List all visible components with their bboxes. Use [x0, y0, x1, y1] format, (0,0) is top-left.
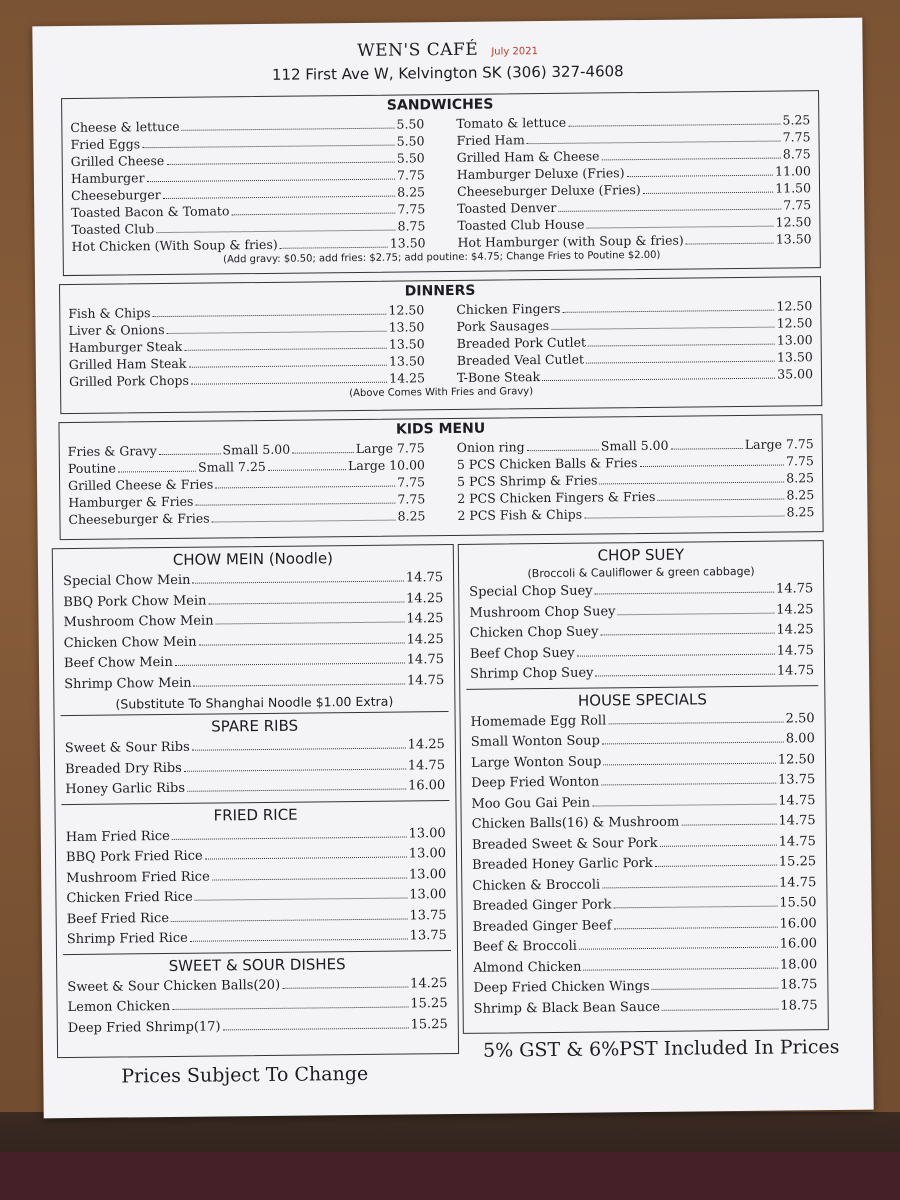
- menu-item-name: Grilled Pork Chops: [68, 372, 189, 390]
- menu-item-name: Special Chow Mein: [63, 572, 191, 590]
- menu-item-name: Shrimp Chop Suey: [470, 665, 594, 682]
- dot-leader: [163, 196, 396, 199]
- menu-item-price: 13.00: [408, 846, 447, 862]
- menu-item-name: Special Chop Suey: [469, 583, 593, 600]
- menu-item-price: 15.25: [410, 1016, 448, 1032]
- menu-item-name: Toasted Denver: [457, 199, 557, 216]
- menu-item-name: Breaded Honey Garlic Pork: [472, 855, 653, 873]
- menu-item-price: 14.75: [406, 652, 445, 668]
- menu-item-price: 5.50: [396, 116, 425, 132]
- menu-item-price: 13.00: [408, 825, 446, 841]
- menu-item-name: 2 PCS Chicken Fingers & Fries: [457, 488, 656, 506]
- menu-item-name: Fish & Chips: [68, 305, 151, 322]
- dot-leader: [195, 897, 407, 900]
- floor-background: [0, 1112, 900, 1200]
- menu-item-price: 7.75: [397, 474, 426, 490]
- dot-leader: [195, 503, 395, 506]
- menu-item-name: Toasted Club: [71, 221, 155, 237]
- chop-suey-title: CHOP SUEY: [597, 545, 685, 565]
- menu-item-price: 14.75: [406, 672, 445, 688]
- dot-leader: [579, 947, 778, 950]
- menu-item-name: Chicken & Broccoli: [472, 876, 601, 894]
- dot-leader: [188, 365, 387, 368]
- menu-item-name: Almond Chicken: [473, 959, 582, 976]
- menu-item-price: 14.25: [776, 601, 814, 618]
- menu-item: [474, 996, 818, 1020]
- menu-item-name: Beef & Broccoli: [472, 938, 577, 955]
- kids-menu-title: KIDS MENU: [395, 420, 486, 438]
- dot-leader: [208, 601, 404, 604]
- menu-item-name: Grilled Ham & Cheese: [456, 148, 600, 165]
- menu-item-name: Cheeseburger Deluxe (Fries): [456, 182, 641, 199]
- dinners-right-column: [456, 297, 813, 386]
- dot-leader: [153, 314, 387, 317]
- menu-item-price: 2.50: [785, 710, 815, 727]
- dot-leader: [652, 988, 778, 990]
- menu-item-price: 13.75: [409, 907, 447, 923]
- menu-item-price: 14.25: [407, 737, 445, 753]
- dot-leader: [184, 768, 406, 771]
- menu-item-price: 5.50: [396, 133, 425, 149]
- menu-item-price: 14.25: [389, 370, 426, 386]
- dot-leader: [614, 906, 778, 909]
- dot-leader: [657, 499, 784, 501]
- menu-item-name: Tomato & lettuce: [456, 114, 567, 131]
- menu-item-price: 35.00: [777, 366, 814, 382]
- left-panel: [52, 544, 459, 1058]
- menu-item-name: Breaded Veal Cutlet: [456, 351, 585, 368]
- menu-item-price: 14.75: [778, 833, 816, 850]
- menu-item-name: Beef Chop Suey: [469, 645, 575, 662]
- menu-item-name: Large Wonton Soup: [470, 753, 602, 771]
- fried-rice-title: FRIED RICE: [213, 805, 298, 825]
- menu-item-price: 15.25: [410, 996, 448, 1012]
- dot-leader: [602, 885, 777, 888]
- menu-item-price: 18.75: [780, 977, 818, 993]
- dot-leader: [223, 1027, 409, 1030]
- menu-item-name: Fried Eggs: [70, 136, 141, 152]
- dinners-section: [59, 276, 822, 414]
- dot-leader: [583, 967, 778, 970]
- dot-leader: [192, 581, 403, 584]
- menu-item-price: 8.25: [397, 184, 426, 200]
- menu-item-name: Breaded Ginger Pork: [472, 897, 612, 914]
- menu-item-price: 12.50: [775, 214, 812, 230]
- menu-item-price: 14.75: [405, 570, 444, 586]
- menu-item-name: Chicken Chow Mein: [63, 634, 197, 651]
- sweet-sour-title: SWEET & SOUR DISHES: [168, 954, 346, 975]
- dot-leader: [586, 361, 775, 364]
- dot-leader: [187, 789, 406, 792]
- menu-item-price: 7.75: [785, 453, 814, 469]
- dot-leader: [643, 192, 774, 194]
- menu-item-price: 15.25: [778, 854, 817, 870]
- menu-item-price: 7.75: [396, 167, 425, 183]
- menu-item-name: Hot Hamburger (with Soup & fries): [457, 232, 684, 250]
- menu-item-price: 13.50: [776, 349, 813, 365]
- menu-paper: [32, 18, 873, 1119]
- menu-item-price: 13.50: [388, 319, 425, 335]
- chop-suey-list: [459, 579, 824, 685]
- menu-item-name: Deep Fried Wonton: [471, 774, 600, 791]
- date-note: July 2021: [491, 46, 538, 58]
- menu-item-name: Homemade Egg Roll: [470, 712, 607, 730]
- dinners-note: (Above Comes With Fries and Gravy): [349, 386, 534, 400]
- dot-leader: [212, 877, 407, 880]
- menu-item-price: 13.75: [777, 772, 816, 788]
- menu-item-price: 11.00: [774, 163, 811, 179]
- dot-leader: [184, 348, 387, 351]
- dot-leader: [586, 226, 773, 229]
- menu-item-price: 13.00: [776, 332, 813, 348]
- dot-leader: [527, 141, 781, 145]
- dot-leader: [608, 721, 783, 724]
- menu-item-name: Deep Fried Chicken Wings: [473, 978, 650, 996]
- dot-leader: [595, 592, 774, 595]
- menu-item-price: 16.00: [779, 936, 818, 952]
- menu-item-name: Hot Chicken (With Soup & fries): [71, 236, 278, 254]
- dot-leader: [600, 482, 785, 485]
- menu-item-name: Poutine: [67, 460, 116, 477]
- menu-item-name: Mushroom Fried Rice: [66, 869, 210, 886]
- dot-leader: [191, 382, 387, 385]
- menu-item-name: Small Wonton Soup: [470, 733, 600, 750]
- chow-mein-note: (Substitute To Shanghai Noodle $1.00 Extra): [115, 693, 394, 712]
- sandwiches-note: (Add gravy: $0.50; add fries: $2.75; add poutine: $4.75; Change Fries to Poutine $2.00): [223, 249, 661, 266]
- menu-item-name: Cheeseburger & Fries: [68, 510, 210, 528]
- sandwiches-left-column: [70, 115, 425, 255]
- menu-item-name: Moo Gou Gai Pein: [471, 795, 591, 812]
- dot-leader: [681, 824, 776, 826]
- dot-leader: [562, 310, 774, 313]
- dot-leader: [216, 622, 405, 625]
- right-panel: [458, 540, 829, 1034]
- menu-item: [470, 661, 814, 685]
- menu-item-name: Chicken Balls(16) & Mushroom: [471, 814, 680, 832]
- menu-item-price: 14.25: [406, 590, 444, 606]
- menu-item-price: 5.25: [782, 112, 811, 128]
- menu-item-name: Fried Ham: [456, 132, 525, 148]
- menu-item-name: Sweet & Sour Ribs: [64, 739, 190, 757]
- dot-leader: [600, 633, 774, 636]
- menu-item-name: Beef Chow Mein: [63, 654, 173, 672]
- menu-item-price: 13.75: [409, 928, 447, 944]
- menu-item-price: 7.75: [783, 197, 812, 213]
- cafe-address: 112 First Ave W, Kelvington SK (306) 327-4608: [271, 62, 624, 84]
- menu-item-name: Grilled Ham Steak: [68, 355, 187, 373]
- menu-item-price: 8.25: [786, 504, 815, 520]
- menu-item-name: Liver & Onions: [68, 322, 165, 339]
- dot-leader: [655, 865, 777, 867]
- spare-ribs-list: [55, 735, 456, 801]
- menu-item: [67, 926, 447, 950]
- menu-item-price: 16.00: [407, 778, 446, 794]
- house-specials-list: [461, 709, 828, 1020]
- large-price: Large 7.75: [744, 436, 814, 452]
- menu-item-name: Lemon Chicken: [67, 998, 171, 1016]
- dot-leader: [671, 448, 743, 450]
- menu-item-price: 18.75: [780, 997, 818, 1014]
- menu-item-name: Pork Sausages: [456, 317, 550, 334]
- floor-shadow: [0, 1152, 900, 1200]
- menu-item-price: 12.50: [776, 298, 813, 314]
- menu-item-name: 2 PCS Fish & Chips: [457, 506, 583, 523]
- menu-item-name: Fries & Gravy: [67, 443, 157, 460]
- dot-leader: [640, 465, 785, 468]
- menu-item: [64, 671, 444, 695]
- menu-item-price: 14.75: [778, 813, 816, 829]
- menu-item-name: Sweet & Sour Chicken Balls(20): [67, 977, 281, 995]
- menu-item-name: Shrimp Fried Rice: [66, 930, 188, 948]
- dot-leader: [592, 803, 776, 806]
- menu-item-name: 5 PCS Shrimp & Fries: [457, 472, 598, 489]
- small-price: Small 5.00: [600, 437, 669, 454]
- dot-leader: [588, 344, 775, 347]
- dot-leader: [602, 158, 781, 161]
- menu-item-price: 14.25: [410, 975, 448, 991]
- sandwiches-right-column: [456, 111, 811, 251]
- menu-item-name: Beef Fried Rice: [66, 910, 170, 927]
- menu-item-price: 8.00: [785, 731, 815, 747]
- fried-rice-list: [56, 823, 457, 950]
- menu-item-name: Breaded Pork Cutlet: [456, 334, 587, 351]
- large-price: Large 10.00: [347, 457, 426, 474]
- menu-item-price: 13.00: [408, 866, 447, 882]
- menu-item-name: Shrimp & Black Bean Sauce: [473, 999, 661, 1017]
- sandwiches-title: SANDWICHES: [386, 96, 494, 114]
- menu-item-price: 13.50: [388, 353, 425, 369]
- menu-item-price: 5.50: [396, 150, 425, 166]
- dot-leader: [166, 162, 395, 165]
- menu-item-name: Mushroom Chow Mein: [63, 613, 214, 631]
- menu-item-name: Chicken Chop Suey: [469, 624, 599, 641]
- menu-item-name: Honey Garlic Ribs: [65, 780, 186, 798]
- menu-item-name: T-Bone Steak: [456, 369, 541, 385]
- menu-item-name: BBQ Pork Fried Rice: [65, 848, 203, 866]
- menu-item-name: Toasted Club House: [457, 216, 585, 233]
- menu-item-name: Breaded Dry Ribs: [65, 760, 182, 777]
- dinners-title: DINNERS: [404, 282, 476, 300]
- menu-item-price: 18.00: [779, 956, 818, 973]
- dot-leader: [558, 209, 781, 212]
- chow-mein-list: [53, 568, 454, 695]
- dot-leader: [595, 674, 774, 677]
- kids-right-column: [457, 435, 815, 524]
- dot-leader: [159, 453, 221, 455]
- cafe-title: WEN'S CAFÉ: [357, 39, 479, 61]
- dot-leader: [282, 986, 408, 988]
- small-price: Small 5.00: [222, 441, 291, 458]
- menu-item-price: 12.50: [388, 302, 425, 318]
- dot-leader: [617, 612, 774, 615]
- sandwiches-section: [61, 90, 821, 276]
- menu-item-price: 7.75: [397, 201, 426, 217]
- menu-item-price: 14.75: [775, 581, 814, 597]
- menu-item: [457, 503, 814, 524]
- menu-item-price: 8.25: [786, 470, 815, 486]
- menu-header: [32, 36, 862, 87]
- chow-mein-title: CHOW MEIN (Noodle): [172, 549, 334, 569]
- dot-leader: [280, 247, 388, 249]
- menu-item-name: Ham Fried Rice: [65, 828, 170, 845]
- menu-item-name: Onion ring: [456, 439, 525, 455]
- menu-item-name: Hamburger & Fries: [68, 493, 194, 511]
- dot-leader: [568, 124, 780, 127]
- dot-leader: [212, 520, 396, 523]
- menu-item-price: 11.50: [775, 180, 812, 196]
- sweet-sour-list: [57, 973, 458, 1039]
- dot-leader: [147, 179, 396, 183]
- menu-item-name: Hamburger Deluxe (Fries): [456, 165, 625, 182]
- dot-leader: [192, 748, 406, 751]
- dot-leader: [662, 1008, 778, 1010]
- kids-left-column: [68, 439, 426, 528]
- dot-leader: [118, 471, 196, 473]
- menu-item-name: Mushroom Chop Suey: [469, 603, 616, 621]
- menu-item-price: 8.25: [786, 487, 815, 503]
- footer-tax-note: 5% GST & 6%PST Included In Prices: [482, 1035, 840, 1062]
- menu-item: [65, 776, 445, 800]
- menu-item-name: Grilled Cheese & Fries: [68, 476, 214, 494]
- menu-item-name: Cheese & lettuce: [70, 118, 180, 135]
- spare-ribs-title: SPARE RIBS: [211, 716, 299, 736]
- dot-leader: [156, 230, 395, 234]
- menu-item-price: 14.75: [776, 663, 815, 679]
- menu-item-name: Toasted Bacon & Tomato: [71, 203, 230, 220]
- dot-leader: [175, 663, 405, 666]
- dot-leader: [603, 762, 775, 765]
- menu-item-price: 14.25: [776, 622, 814, 638]
- menu-item-name: Breaded Sweet & Sour Pork: [471, 835, 658, 853]
- menu-item-name: 5 PCS Chicken Balls & Fries: [456, 455, 638, 472]
- dot-leader: [542, 378, 775, 381]
- dot-leader: [205, 856, 407, 859]
- menu-item: [68, 1015, 448, 1039]
- menu-item-name: Hamburger Steak: [68, 338, 183, 356]
- menu-item-name: BBQ Pork Chow Mein: [63, 593, 207, 610]
- dot-leader: [551, 327, 774, 330]
- dot-leader: [172, 1006, 408, 1009]
- dot-leader: [584, 516, 784, 519]
- menu-item-price: 14.25: [406, 611, 444, 627]
- menu-item-name: Shrimp Chow Mein: [64, 675, 192, 692]
- menu-item-price: 14.75: [779, 874, 817, 891]
- menu-item-name: Breaded Ginger Beef: [472, 917, 612, 935]
- menu-item-price: 7.75: [397, 491, 426, 507]
- menu-item-price: 12.50: [777, 751, 816, 768]
- dot-leader: [268, 469, 346, 471]
- small-price: Small 7.25: [198, 458, 266, 475]
- dot-leader: [190, 938, 408, 941]
- dot-leader: [167, 331, 387, 334]
- menu-item-price: 13.50: [388, 336, 425, 352]
- large-price: Large 7.75: [355, 440, 425, 457]
- dot-leader: [627, 175, 774, 178]
- dot-leader: [292, 452, 354, 454]
- menu-item-name: Cheeseburger: [70, 187, 161, 203]
- menu-item-name: Hamburger: [70, 170, 145, 186]
- dot-leader: [182, 128, 395, 131]
- dot-leader: [199, 642, 405, 645]
- menu-item-price: 15.50: [779, 895, 817, 911]
- dot-leader: [660, 844, 777, 846]
- footer-prices-note: Prices Subject To Change: [121, 1062, 369, 1088]
- dot-leader: [172, 836, 407, 839]
- dot-leader: [231, 213, 395, 216]
- dot-leader: [171, 918, 407, 921]
- menu-item-price: 12.50: [776, 315, 813, 331]
- menu-item-price: 7.75: [782, 129, 811, 145]
- menu-item-price: 14.25: [406, 631, 444, 647]
- dot-leader: [527, 449, 599, 451]
- menu-item-price: 8.75: [397, 218, 426, 234]
- menu-item-name: Deep Fried Shrimp(17): [67, 1018, 221, 1036]
- dot-leader: [601, 783, 776, 786]
- menu-item-price: 8.75: [782, 146, 811, 162]
- dot-leader: [602, 742, 784, 745]
- menu-item-price: 13.50: [775, 231, 812, 247]
- menu-item-price: 14.75: [776, 642, 814, 659]
- dot-leader: [194, 683, 405, 686]
- dot-leader: [142, 145, 395, 149]
- menu-item-price: 13.50: [389, 235, 426, 251]
- kids-menu-section: [58, 414, 823, 540]
- house-specials-title: HOUSE SPECIALS: [577, 689, 707, 710]
- menu-item-price: 8.25: [397, 508, 426, 524]
- dot-leader: [215, 486, 395, 489]
- menu-item-name: Chicken Fried Rice: [66, 889, 193, 907]
- menu-item-price: 16.00: [779, 915, 817, 932]
- menu-item-price: 14.75: [407, 757, 446, 773]
- dot-leader: [613, 926, 777, 929]
- menu-item-name: Chicken Fingers: [456, 300, 561, 317]
- dinners-left-column: [68, 301, 425, 390]
- menu-item: [68, 507, 425, 528]
- dot-leader: [686, 243, 774, 245]
- dot-leader: [577, 653, 775, 656]
- menu-item-price: 13.00: [409, 887, 447, 903]
- chop-suey-note: (Broccoli & Cauliflower & green cabbage): [527, 564, 755, 581]
- menu-item-price: 14.75: [778, 792, 816, 809]
- menu-item-name: Grilled Cheese: [70, 153, 165, 169]
